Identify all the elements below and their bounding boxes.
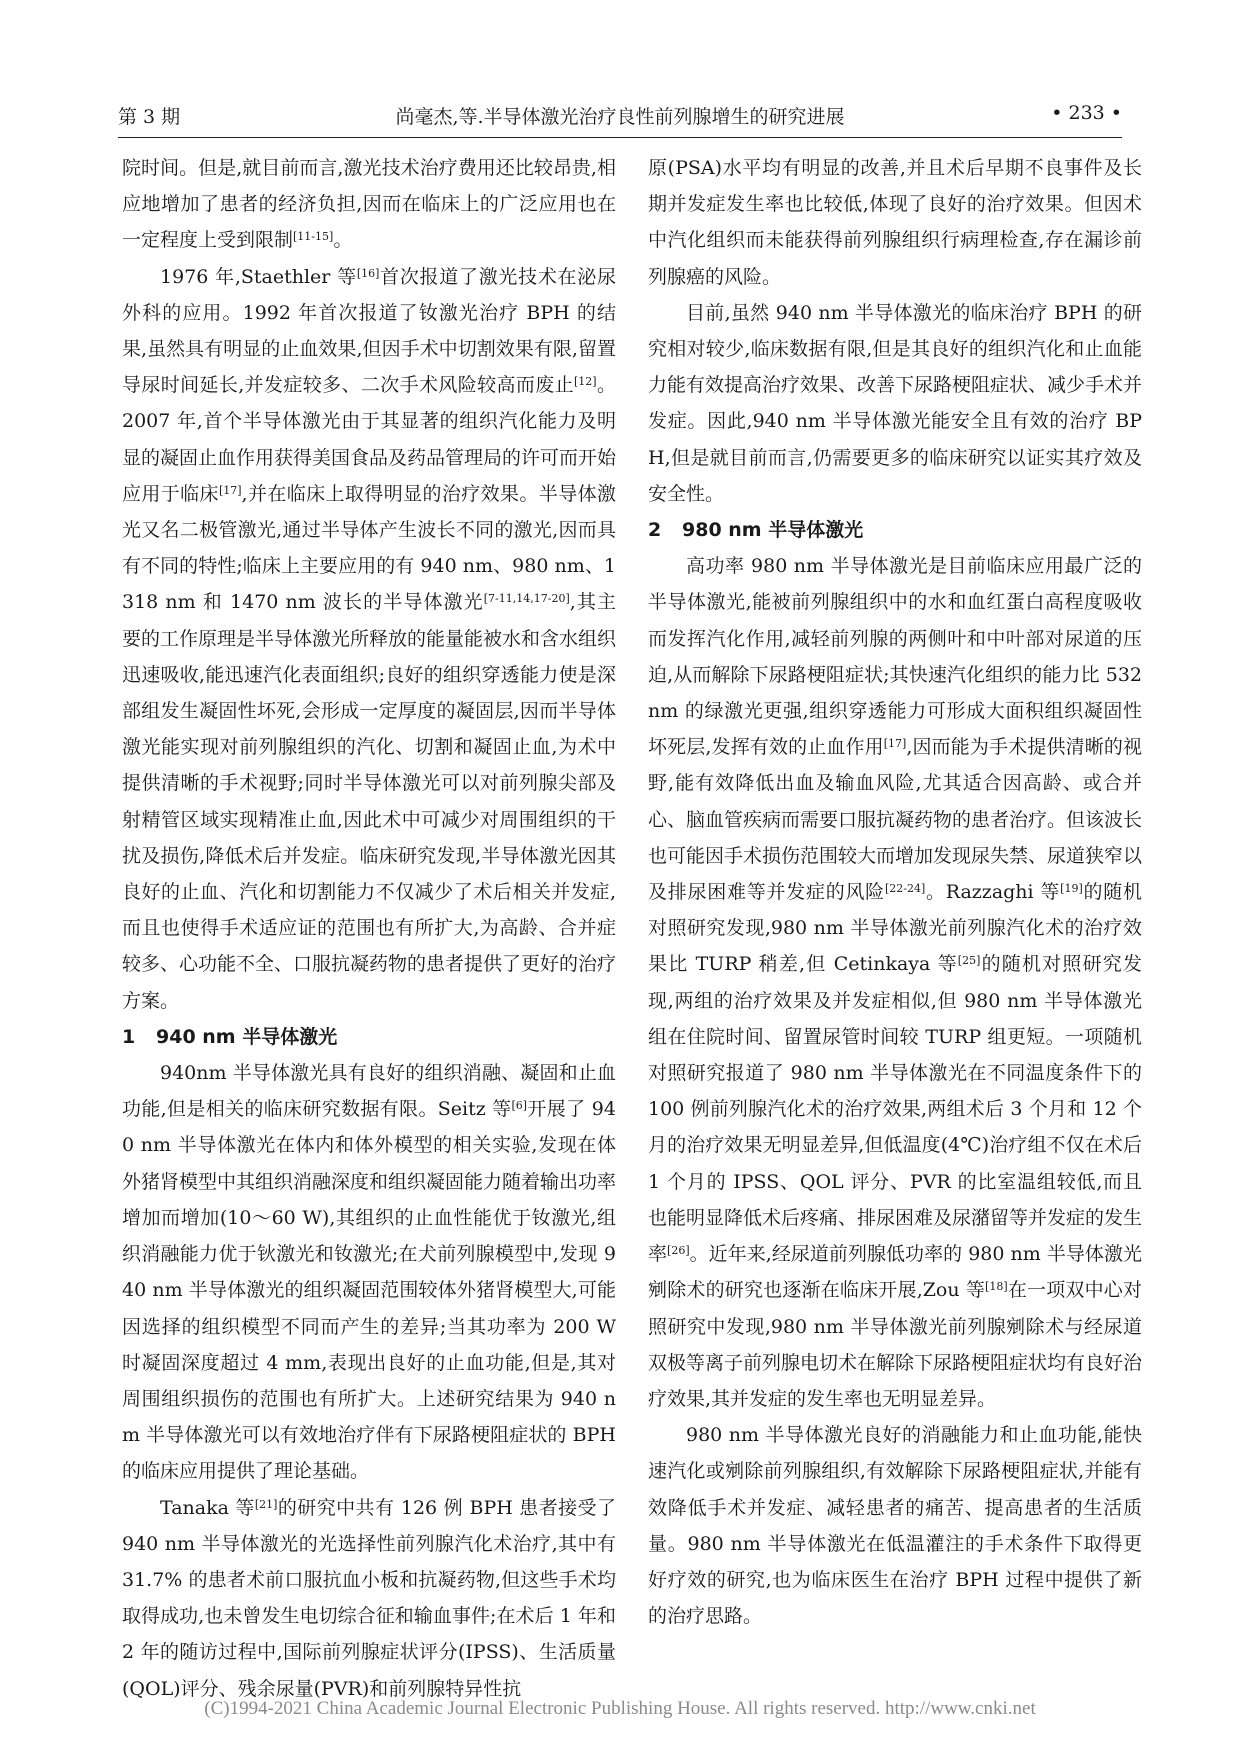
citation[interactable]: [17] — [218, 483, 242, 497]
citation[interactable]: [25] — [957, 954, 981, 968]
section-title: 940 nm 半导体激光 — [156, 1025, 338, 1048]
citation[interactable]: [22-24] — [884, 882, 926, 896]
citation[interactable]: [7-11,14,17-20] — [483, 592, 570, 606]
citation[interactable]: [12] — [574, 375, 597, 389]
running-title: 尚毫杰,等.半导体激光治疗良性前列腺增生的研究进展 — [395, 106, 845, 128]
left-column — [122, 150, 616, 1707]
section-number: 1 — [122, 1025, 136, 1048]
paragraph: 980 nm 半导体激光良好的消融能力和止血功能,能快速汽化或剜除前列腺组织,有效解除下尿路梗阻症状,并能有效降低手术并发症、减轻患者的痛苦、提高患者的生活质量。980 nm 半导体激光在低温灌注的手术条件下取得更好疗效的研究,也为临床医生在治疗 BPH 过程中提供了新的治疗思路。 — [648, 1424, 1142, 1628]
section-number: 2 — [648, 519, 662, 542]
section-heading — [122, 1019, 616, 1055]
right-column — [648, 150, 1142, 1634]
paragraph: Tanaka 等[21]的研究中共有 126 例 BPH 患者接受了 940 nm 半导体激光的光选择性前列腺汽化术治疗,其中有 31.7% 的患者术前口服抗血小板和抗凝药物,但这些手术均取得成功,也未曾发生电切综合征和输血事件;在术后 1 年和 2 年的随访过程中,国际前列腺症状评分(IPSS)、生活质量(QOL)评分、残余尿量(PVR)和前列腺特异性抗 — [122, 1496, 616, 1700]
issue-label: 第 3 期 — [118, 106, 181, 128]
citation[interactable]: [6] — [511, 1099, 528, 1113]
copyright-footer: (C)1994-2021 China Academic Journal Electronic Publishing House. All rights reserved. http://www.cnki.net — [204, 1698, 1036, 1719]
paragraph: 高功率 980 nm 半导体激光是目前临床应用最广泛的半导体激光,能被前列腺组织中的水和血红蛋白高程度吸收而发挥汽化作用,减轻前列腺的两侧叶和中叶部对尿道的压迫,从而解除下尿路梗阻症状;其快速汽化组织的能力比 532 nm 的绿激光更强,组织穿透能力可形成大面积组织凝固性坏死层,发挥有效的止血作用[17],因而能为手术提供清晰的视野,能有效降低出血及输血风险,尤其适合因高龄、或合并心、脑血管疾病而需要口服抗凝药物的患者治疗。但该波长也可能因手术损伤范围较大而增加发现尿失禁、尿道狭窄以及排尿困难等并发症的风险[22-24]。Razzaghi 等[19]的随机对照研究发现,980 nm 半导体激光前列腺汽化术的治疗效果比 TURP 稍差,但 Cetinkaya 等[25]的随机对照研究发现,两组的治疗效果及并发症相似,但 980 nm 半导体激光组在住院时间、留置尿管时间较 TURP 组更短。一项随机对照研究报道了 980 nm 半导体激光在不同温度条件下的 100 例前列腺汽化术的治疗效果,两组术后 3 个月和 12 个月的治疗效果无明显差异,但低温度(4℃)治疗组不仅在术后 1 个月的 IPSS、QOL 评分、PVR 的比室温组较低,而且也能明显降低术后疼痛、排尿困难及尿潴留等并发症的发生率[26]。近年来,经尿道前列腺低功率的 980 nm 半导体激光剜除术的研究也逐渐在临床开展,Zou 等[18]在一项双中心对照研究中发现,980 nm 半导体激光前列腺剜除术与经尿道双极等离子前列腺电切术在解除下尿路梗阻症状均有良好治疗效果,其并发症的发生率也无明显差异。 — [648, 555, 1143, 1410]
section-title: 980 nm 半导体激光 — [682, 519, 864, 542]
citation[interactable]: [26] — [667, 1244, 690, 1258]
citation[interactable]: [21] — [254, 1497, 278, 1511]
paragraph: 原(PSA)水平均有明显的改善,并且术后早期不良事件及长期并发症发生率也比较低,体现了良好的治疗效果。但因术中汽化组织而未能获得前列腺组织行病理检查,存在漏诊前列腺癌的风险。 — [648, 157, 1142, 288]
citation[interactable]: [16] — [356, 266, 380, 280]
paragraph: 院时间。但是,就目前而言,激光技术治疗费用还比较昂贵,相应地增加了患者的经济负担,因而在临床上的广泛应用也在一定程度上受到限制[11-15]。 — [122, 157, 616, 252]
paragraph: 目前,虽然 940 nm 半导体激光的临床治疗 BPH 的研究相对较少,临床数据有限,但是其良好的组织汽化和止血能力能有效提高治疗效果、改善下尿路梗阻症状、减少手术并发症。因此,940 nm 半导体激光能安全且有效的治疗 BPH,但是就目前而言,仍需要更多的临床研究以证实其疗效及安全性。 — [648, 301, 1143, 505]
page-number: • 233 • — [1051, 102, 1122, 124]
citation[interactable]: [17] — [883, 737, 907, 751]
section-heading — [648, 512, 1142, 548]
citation[interactable]: [18] — [985, 1280, 1008, 1294]
citation[interactable]: [11-15] — [293, 230, 334, 244]
paragraph: 940nm 半导体激光具有良好的组织消融、凝固和止血功能,但是相关的临床研究数据有限。Seitz 等[6]开展了 940 nm 半导体激光在体内和体外模型的相关实验,发现在体外猪肾模型中其组织消融深度和组织凝固能力随着输出功率增加而增加(10～60 W),其组织的止血性能优于钕激光,组织消融能力优于钬激光和钕激光;在犬前列腺模型中,发现 940 nm 半导体激光的组织凝固范围较体外猪肾模型大,可能因选择的组织模型不同而产生的差异;当其功率为 200 W 时凝固深度超过 4 mm,表现出良好的止血功能,但是,其对周围组织损伤的范围也有所扩大。上述研究结果为 940 nm 半导体激光可以有效地治疗伴有下尿路梗阻症状的 BPH 的临床应用提供了理论基础。 — [122, 1062, 617, 1483]
citation[interactable]: [19] — [1060, 882, 1083, 896]
running-header — [118, 96, 1122, 138]
paragraph: 1976 年,Staethler 等[16]首次报道了激光技术在泌尿外科的应用。1992 年首次报道了钕激光治疗 BPH 的结果,虽然具有明显的止血效果,但因手术中切割效果有限,留置导尿时间延长,并发症较多、二次手术风险较高而废止[12]。2007 年,首个半导体激光由于其显著的组织汽化能力及明显的凝固止血作用获得美国食品及药品管理局的许可而开始应用于临床[17],并在临床上取得明显的治疗效果。半导体激光又名二极管激光,通过半导体产生波长不同的激光,因而具有不同的特性;临床上主要应用的有 940 nm、980 nm、1318 nm 和 1470 nm 波长的半导体激光[7-11,14,17-20],其主要的工作原理是半导体激光所释放的能量能被水和含水组织迅速吸收,能迅速汽化表面组织;良好的组织穿透能力使是深部组发生凝固性坏死,会形成一定厚度的凝固层,因而半导体激光能实现对前列腺组织的汽化、切割和凝固止血,为术中提供清晰的手术视野;同时半导体激光可以对前列腺尖部及射精管区域实现精准止血,因此术中可减少对周围组织的干扰及损伤,降低术后并发症。临床研究发现,半导体激光因其良好的止血、汽化和切割能力不仅减少了术后相关并发症,而且也使得手术适应证的范围也有所扩大,为高龄、合并症较多、心功能不全、口服抗凝药物的患者提供了更好的治疗方案。 — [122, 265, 617, 1012]
